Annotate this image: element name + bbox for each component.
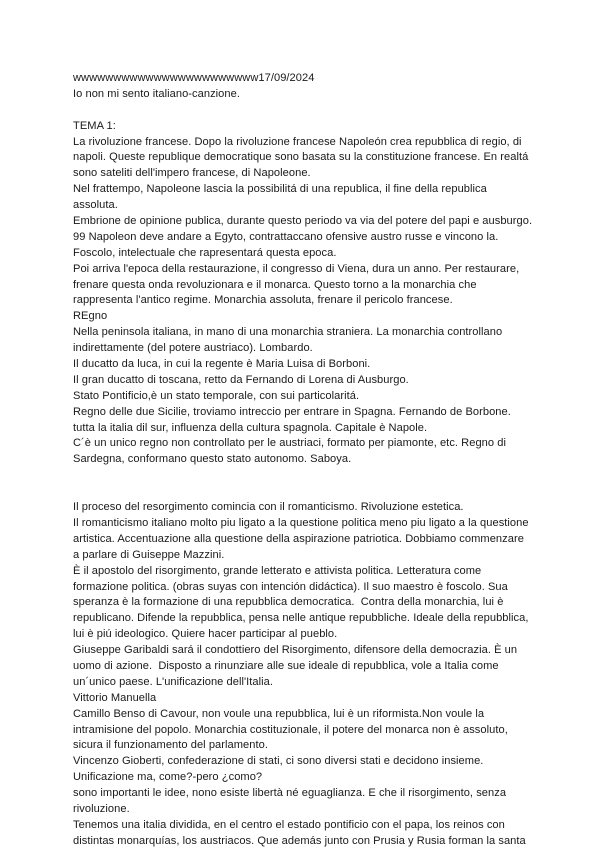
text-line: Foscolo, intelectuale che rapresentará questa epoca.: [73, 246, 337, 259]
text-line: sono importanti le idee, nono esiste libertà né eguaglianza. E che il risorgimento, senza: [73, 787, 507, 800]
text-line: republicano. Difende la repubblica, pensa nelle antique repubbliche. Ideale della repubblica,: [73, 612, 529, 625]
text-line: un´unico paese. L'unificazione dell'Italia.: [73, 675, 274, 688]
text-line: Il ducatto da luca, in cui la regente è Maria Luisa di Borboni.: [73, 358, 371, 371]
text-line: artistica. Accentuazione alla questione della aspirazione patriotica. Dobbiamo commenzare: [73, 532, 524, 545]
text-line: Regno delle due Sicilie, troviamo intreccio per entrare in Spagna. Fernando de Borbone.: [73, 405, 511, 418]
text-line: Embrione de opinione publica, durante questo periodo va via del potere del papi e ausburgo.: [73, 215, 533, 228]
text-line: Vincenzo Gioberti, confederazione di stati, ci sono diversi stati e decidono insieme.: [73, 755, 484, 768]
text-line: indirettamente (del potere austriaco). Lombardo.: [73, 342, 313, 355]
text-line: Sardegna, conformano questo stato autonomo. Saboya.: [73, 453, 352, 466]
text-line: rappresenta l'antico regime. Monarchia assoluta, frenare il pericolo francese.: [73, 294, 453, 307]
text-line: intramisione del popolo. Monarchia costituzionale, il potere del monarca non è assoluto,: [73, 723, 508, 736]
text-line: C´è un unico regno non controllato per le austriaci, formato per piamonte, etc. Regno di: [73, 437, 506, 450]
text-line: Giuseppe Garibaldi sará il condottiero del Risorgimento, difensore della democrazia. È un: [73, 644, 518, 657]
text-line: tutta la italia dil sur, influenza della cultura spagnola. Capitale è Napole.: [73, 421, 428, 434]
text-line: Il romanticismo italiano molto piu ligato a la questione politica meno piu ligato a la questione: [73, 516, 529, 529]
text-line: 99 Napoleon deve andare a Egyto, contrattaccano ofensive austro russe e vincono la.: [73, 230, 499, 243]
text-line: a parlare di Guiseppe Mazzini.: [73, 548, 225, 561]
text-line: uomo di azione. Disposto a rinunziare alle sue ideale di repubblica, vole a Italia come: [73, 659, 499, 672]
text-line: assoluta.: [73, 199, 118, 212]
text-line: sicura il funzionamento del parlamento.: [73, 739, 268, 752]
text-line: Camillo Benso di Cavour, non voule una repubblica, lui è un riformista.Non voule la: [73, 707, 485, 720]
text-line: REgno: [73, 310, 108, 323]
text-line: Unificazione ma, come?-pero ¿como?: [73, 771, 263, 784]
text-line: sono sateliti dell'impero francese, di Napoleone.: [73, 167, 311, 180]
document-body: [73, 71, 533, 850]
text-line: Il proceso del resorgimento comincia con il romanticismo. Rivoluzione estetica.: [73, 501, 464, 514]
text-line: formazione politica. (obras suyas con intención didáctica). Il suo maestro è foscolo. Sua: [73, 580, 508, 593]
text-line: Nella peninsola italiana, in mano di una monarchia straniera. La monarchia controllano: [73, 326, 503, 339]
blank-line: [73, 484, 533, 500]
text-line: TEMA 1:: [73, 119, 116, 132]
text-line: napoli. Queste republique democratique sono basata su la constituzione francese. En realtá: [73, 151, 529, 164]
text-line: wwwwwwwwwwwwwwwwwwwwwww17/09/2024: [73, 72, 315, 84]
text-line: Tenemos una italia dividida, en el centro el estado pontificio con el papa, los reinos con: [73, 818, 505, 831]
text-line: Poi arriva l'epoca della restaurazione, il congresso di Viena, dura un anno. Per restaurare,: [73, 262, 520, 275]
text-line: Il gran ducatto di toscana, retto da Fernando di Lorena di Ausburgo.: [73, 373, 409, 386]
text-line: frenare questa onda revoluzionara e il monarca. Questo torno a la monarchia che: [73, 278, 477, 291]
text-line: Vittorio Manuella: [73, 691, 157, 704]
text-line: È il apostolo del risorgimento, grande letterato e attivista politica. Letteratura come: [73, 564, 482, 577]
text-line: Io non mi sento italiano-canzione.: [73, 87, 240, 100]
text-line: rivoluzione.: [73, 802, 130, 815]
text-line: speranza è la formazione di una repubblica democratica. Contra della monarchia, lui è: [73, 596, 504, 609]
blank-line: [73, 468, 533, 484]
text-line: Nel frattempo, Napoleone lascia la possibilitá di una republica, il fine della republica: [73, 183, 487, 196]
text-line: distintas monarquías, los austriacos. Que además junto con Prusia y Rusia forman la santa: [73, 834, 526, 847]
blank-line: [73, 103, 533, 119]
text-line: Stato Pontificio,è un stato temporale, con sui particolaritá.: [73, 389, 360, 402]
text-line: lui è piú ideologico. Quiere hacer participar al pueblo.: [73, 628, 338, 641]
text-line: La rivoluzione francese. Dopo la rivoluzione francese Napoleón crea repubblica di regio, di: [73, 135, 522, 148]
